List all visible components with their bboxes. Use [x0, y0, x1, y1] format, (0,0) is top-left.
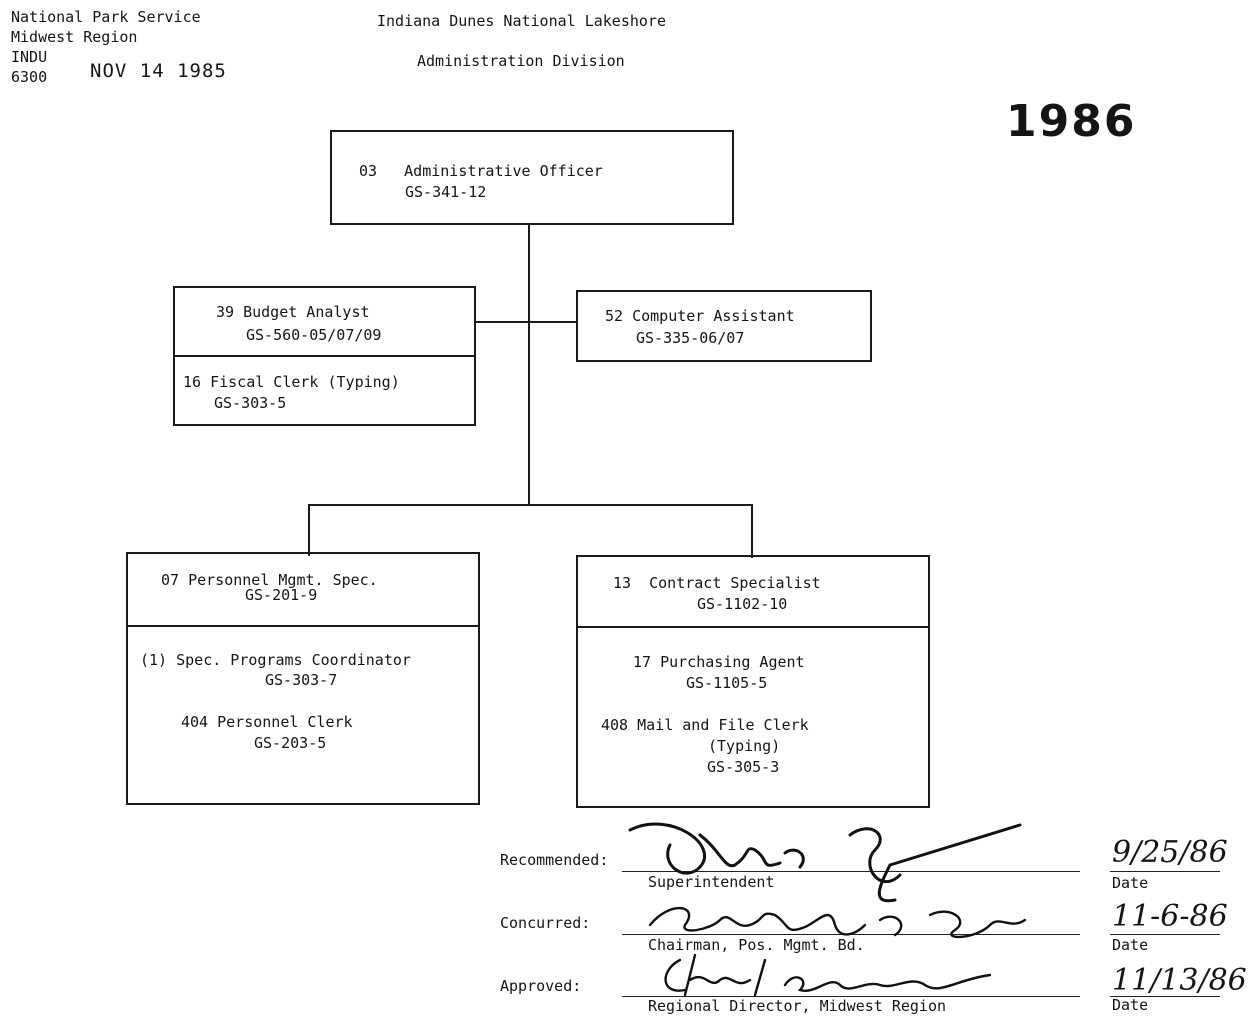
trunk-line [528, 224, 530, 506]
concurred-title: Chairman, Pos. Mgmt. Bd. [648, 936, 865, 954]
computer-assistant-box [576, 290, 872, 362]
spec-programs-grade: GS-303-7 [265, 671, 338, 689]
personnel-mgmt-grade: GS-201-9 [245, 586, 318, 604]
approved-title: Regional Director, Midwest Region [648, 997, 947, 1015]
purchasing-agent-grade: GS-1105-5 [686, 674, 768, 692]
branch-line [308, 504, 753, 506]
admin-officer-title: 03 Administrative Officer [359, 162, 603, 180]
concurred-date: 11-6-86 [1112, 899, 1228, 934]
budget-analyst-title: 39 Budget Analyst [216, 303, 370, 321]
chairman-signature [640, 885, 1040, 955]
contract-specialist-grade: GS-1102-10 [697, 595, 788, 613]
document-subtitle: Administration Division [417, 52, 625, 70]
staff-connector [474, 321, 578, 323]
recommended-date-label: Date [1112, 874, 1149, 892]
left-drop-line [308, 504, 310, 556]
fiscal-clerk-title: 16 Fiscal Clerk (Typing) [183, 373, 400, 391]
mail-clerk-grade: GS-305-3 [707, 758, 780, 776]
personnel-clerk-title: 404 Personnel Clerk [181, 713, 353, 731]
date-stamp: NOV 14 1985 [90, 60, 227, 82]
document-title: Indiana Dunes National Lakeshore [377, 12, 666, 30]
concurred-label: Concurred: [500, 914, 591, 932]
region-name: Midwest Region [11, 28, 138, 46]
recommended-date-line [1110, 871, 1220, 872]
personnel-mgmt-title: 07 Personnel Mgmt. Spec. [161, 571, 378, 589]
approved-date-label: Date [1112, 996, 1149, 1014]
fiscal-clerk-grade: GS-303-5 [214, 394, 287, 412]
agency-name: National Park Service [11, 8, 201, 26]
admin-officer-grade: GS-341-12 [405, 183, 487, 201]
mail-clerk-typing: (Typing) [708, 737, 781, 755]
year-label: 1986 [1006, 96, 1137, 147]
purchasing-agent-title: 17 Purchasing Agent [633, 653, 805, 671]
concurred-date-line [1110, 934, 1220, 935]
concurred-date-label: Date [1112, 936, 1149, 954]
personnel-divider [126, 625, 480, 627]
regional-director-signature [655, 950, 1015, 1010]
recommended-label: Recommended: [500, 851, 609, 869]
recommended-title: Superintendent [648, 873, 775, 891]
recommended-date: 9/25/86 [1112, 835, 1228, 870]
budget-analyst-grade: GS-560-05/07/09 [246, 326, 382, 344]
personnel-clerk-grade: GS-203-5 [254, 734, 327, 752]
computer-assistant-grade: GS-335-06/07 [636, 329, 745, 347]
file-code: 6300 [11, 68, 48, 86]
approved-label: Approved: [500, 977, 582, 995]
mail-clerk-title: 408 Mail and File Clerk [601, 716, 809, 734]
contract-divider [576, 626, 930, 628]
approved-date: 11/13/86 [1112, 963, 1247, 998]
contract-specialist-title: 13 Contract Specialist [613, 574, 821, 592]
right-drop-line [751, 504, 753, 558]
unit-code: INDU [11, 48, 48, 66]
computer-assistant-title: 52 Computer Assistant [605, 307, 795, 325]
spec-programs-title: (1) Spec. Programs Coordinator [140, 651, 411, 669]
budget-fiscal-divider [173, 355, 476, 357]
